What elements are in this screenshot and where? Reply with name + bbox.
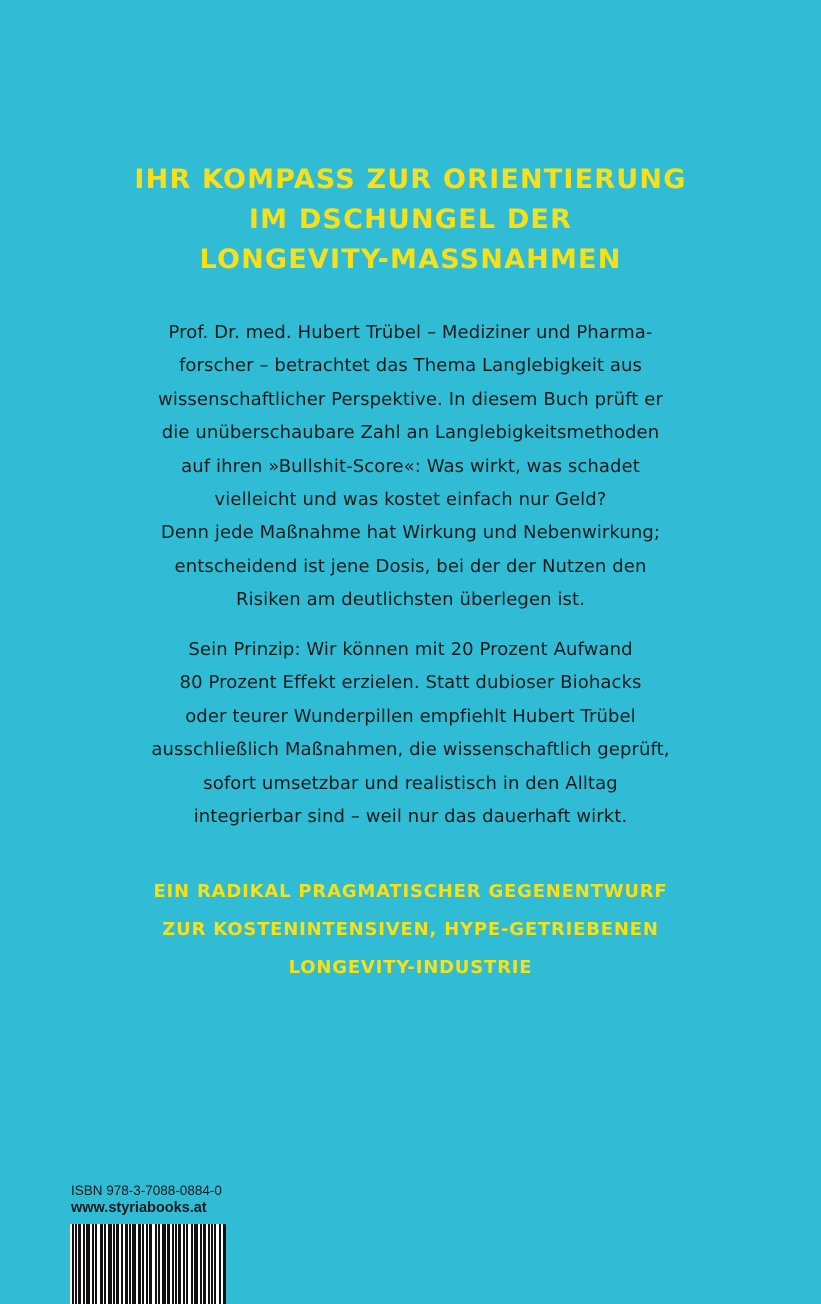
- barcode-bar: [75, 1224, 77, 1304]
- barcode-bar: [92, 1224, 94, 1304]
- barcode-bar: [183, 1224, 185, 1304]
- barcode-bar: [129, 1224, 131, 1304]
- barcode-bar: [121, 1224, 123, 1304]
- text-line: Risiken am deutlichsten überlegen ist.: [235, 589, 586, 611]
- text-line: 80 Prozent Effekt erzielen. Statt dubioser Biohacks: [179, 672, 642, 694]
- text-line: die unüberschaubare Zahl an Langlebigkeitsmethoden: [161, 422, 660, 444]
- barcode-bar: [95, 1224, 97, 1304]
- barcode-bar: [138, 1224, 141, 1304]
- barcode-bar: [158, 1224, 160, 1304]
- text-line: auf ihren »Bullshit-Score«: Was wirkt, was schadet: [181, 455, 640, 477]
- text-line: sofort umsetzbar und realistisch in den Alltag: [203, 772, 618, 794]
- headline-line: IHR KOMPASS ZUR ORIENTIERUNG: [134, 164, 687, 195]
- barcode-bar: [219, 1224, 221, 1304]
- barcode-bar: [108, 1224, 112, 1304]
- barcode-bar: [186, 1224, 188, 1304]
- headline-line: IM DSCHUNGEL DER: [248, 204, 573, 235]
- barcode-bar: [149, 1224, 152, 1304]
- barcode-bar: [155, 1224, 157, 1304]
- barcode-bar: [211, 1224, 213, 1304]
- text-line: integrierbar sind – weil nur das dauerhaft wirkt.: [193, 806, 628, 828]
- barcode-bar: [142, 1224, 144, 1304]
- text-line: forscher – betrachtet das Thema Langlebigkeit aus: [178, 355, 643, 377]
- text-line: ausschließlich Maßnahmen, die wissenschaftlich geprüft,: [151, 739, 670, 761]
- headline-line: LONGEVITY-MASSNAHMEN: [199, 244, 622, 275]
- isbn-text: ISBN 978-3-7088-0884-0: [71, 1183, 222, 1198]
- tagline-line: ZUR KOSTENINTENSIVEN, HYPE-GETRIEBENEN: [162, 919, 659, 940]
- barcode-bar: [125, 1224, 128, 1304]
- barcode-bar: [178, 1224, 181, 1304]
- barcode-bar: [83, 1224, 85, 1304]
- barcode-bar: [162, 1224, 166, 1304]
- barcode-bar: [194, 1224, 198, 1304]
- headline: [0, 160, 821, 280]
- barcode-bar: [208, 1224, 210, 1304]
- text-line: Denn jede Maßnahme hat Wirkung und Nebenwirkung;: [160, 522, 661, 544]
- barcode-bar: [72, 1224, 74, 1304]
- text-line: Sein Prinzip: Wir können mit 20 Prozent Aufwand: [188, 639, 633, 660]
- barcode-bar: [214, 1224, 216, 1304]
- publisher-website: www.styriabooks.at: [71, 1200, 207, 1216]
- description-paragraph-1: [0, 316, 821, 617]
- barcode-bar: [78, 1224, 81, 1304]
- barcode-icon: [70, 1224, 226, 1304]
- text-line: oder teurer Wunderpillen empfiehlt Hubert Trübel: [185, 705, 636, 727]
- description-paragraph-2: [0, 633, 821, 833]
- barcode-bar: [191, 1224, 193, 1304]
- text-line: vielleicht und was kostet einfach nur Geld?: [214, 489, 607, 511]
- barcode-bar: [116, 1224, 119, 1304]
- barcode-bar: [86, 1224, 90, 1304]
- barcode-bar: [132, 1224, 136, 1304]
- text-line: Prof. Dr. med. Hubert Trübel – Mediziner und Pharma-: [168, 322, 653, 343]
- barcode-bar: [200, 1224, 202, 1304]
- barcode-bar: [175, 1224, 177, 1304]
- barcode-bar: [172, 1224, 174, 1304]
- tagline-line: EIN RADIKAL PRAGMATISCHER GEGENENTWURF: [153, 881, 668, 902]
- barcode-bar: [146, 1224, 148, 1304]
- barcode-bar: [100, 1224, 103, 1304]
- barcode-bar: [223, 1224, 226, 1304]
- text-line: entscheidend ist jene Dosis, bei der der Nutzen den: [174, 555, 647, 577]
- tagline-line: LONGEVITY-INDUSTRIE: [288, 957, 533, 978]
- barcode-bar: [104, 1224, 106, 1304]
- tagline: [0, 873, 821, 987]
- barcode-bar: [113, 1224, 115, 1304]
- text-line: wissenschaftlicher Perspektive. In diesem Buch prüft er: [158, 388, 663, 410]
- barcode-bar: [167, 1224, 170, 1304]
- barcode-bar: [203, 1224, 206, 1304]
